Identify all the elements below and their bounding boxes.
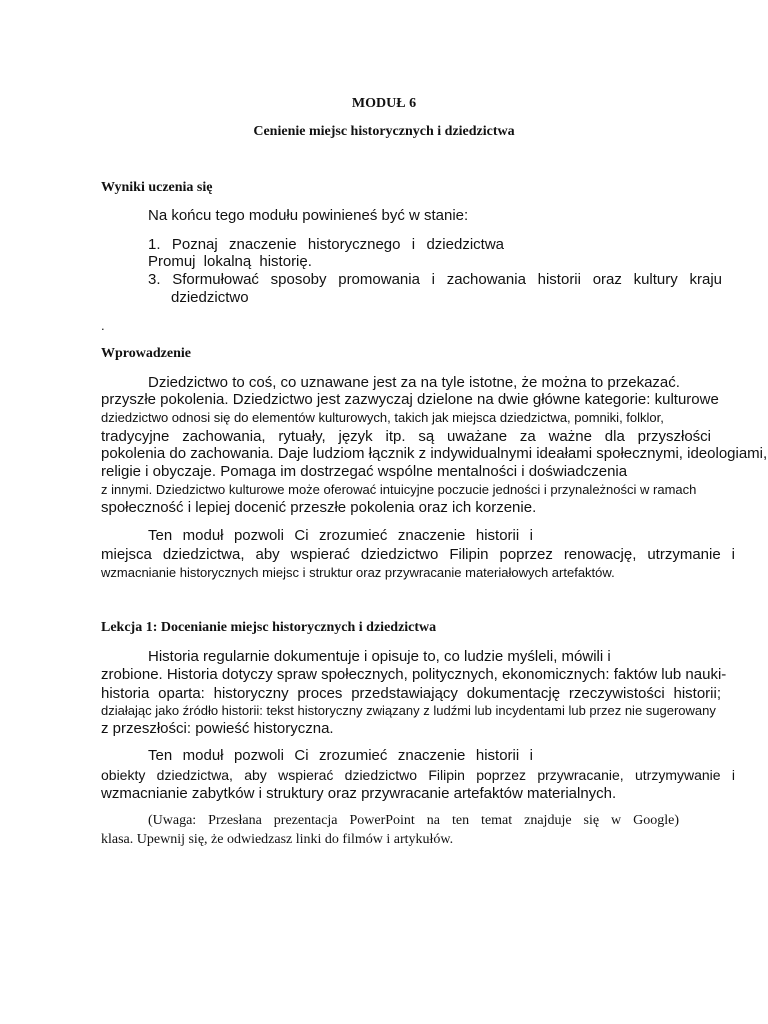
intro-p2-line-3: wzmacnianie historycznych miejsc i struktur oraz przywracanie materiałowych artefaktów. [101,565,615,580]
intro-line-7: z innymi. Dziedzictwo kulturowe może oferować intuicyjne poczucie jedności i przynależności w ramach [101,482,697,497]
intro-line-5: pokolenia do zachowania. Daje ludziom łącznik z indywidualnymi ideałami społecznymi, ideologiami, [101,445,768,462]
intro-line-8: społeczność i lepiej docenić przeszłe pokolenia oraz ich korzenie. [101,499,537,516]
lesson1-line-4: działając jako źródło historii: tekst historyczny związany z ludźmi lub incydentami lub przez nie sugerowany [101,703,716,718]
outcome-item-1: 1. Poznaj znaczenie historycznego i dziedzictwa [148,236,504,253]
outcome-item-2: Promuj lokalną historię. [148,253,312,270]
outcome-item-3-continued: dziedzictwo [171,289,249,306]
lesson1-p2-line-1: Ten moduł pozwoli Ci zrozumieć znaczenie historii i [148,747,533,764]
lesson1-p2-line-3: wzmacnianie zabytków i struktury oraz przywracanie artefaktów materialnych. [101,785,617,802]
stray-dot: . [101,318,105,333]
note-line-1: (Uwaga: Przesłana prezentacja PowerPoint na ten temat znajduje się w Google) [148,813,679,828]
intro-p2-line-1: Ten moduł pozwoli Ci zrozumieć znaczenie historii i [148,527,533,544]
outcomes-heading: Wyniki uczenia się [101,180,213,195]
lesson1-line-1: Historia regularnie dokumentuje i opisuje to, co ludzie myśleli, mówili i [148,648,611,665]
intro-line-6: religie i obyczaje. Pomaga im dostrzegać wspólne mentalności i doświadczenia [101,463,628,480]
outcome-item-3: 3. Sformułować sposoby promowania i zachowania historii oraz kultury kraju [148,271,722,288]
outcomes-intro: Na końcu tego modułu powinieneś być w stanie: [148,207,469,224]
intro-heading: Wprowadzenie [101,346,191,361]
intro-line-3: dziedzictwo odnosi się do elementów kulturowych, takich jak miejsca dziedzictwa, pomniki, folklor, [101,410,664,425]
lesson1-p2-line-2: obiekty dziedzictwa, aby wspierać dziedzictwo Filipin poprzez przywracanie, utrzymywanie i [101,767,735,783]
lesson1-heading: Lekcja 1: Docenianie miejsc historycznych i dziedzictwa [101,620,437,635]
intro-p2-line-2: miejsca dziedzictwa, aby wspierać dziedzictwo Filipin poprzez renowację, utrzymanie i [101,546,735,563]
note-line-2: klasa. Upewnij się, że odwiedzasz linki do filmów i artykułów. [101,832,454,847]
module-title: Cenienie miejsc historycznych i dziedzictwa [253,124,515,139]
lesson1-line-5: z przeszłości: powieść historyczna. [101,720,334,737]
module-number: MODUŁ 6 [351,96,417,111]
intro-line-4: tradycyjne zachowania, rytuały, język itp. są uważane za ważne dla przyszłości [101,428,711,445]
intro-line-2: przyszłe pokolenia. Dziedzictwo jest zazwyczaj dzielone na dwie główne kategorie: kulturowe [101,391,719,408]
lesson1-line-2: zrobione. Historia dotyczy spraw społecznych, politycznych, ekonomicznych: faktów lub nauki- [101,666,727,683]
lesson1-line-3: historia oparta: historyczny proces przedstawiający dokumentację rzeczywistości historii; [101,685,721,702]
intro-line-1: Dziedzictwo to coś, co uznawane jest za na tyle istotne, że można to przekazać. [148,374,680,391]
